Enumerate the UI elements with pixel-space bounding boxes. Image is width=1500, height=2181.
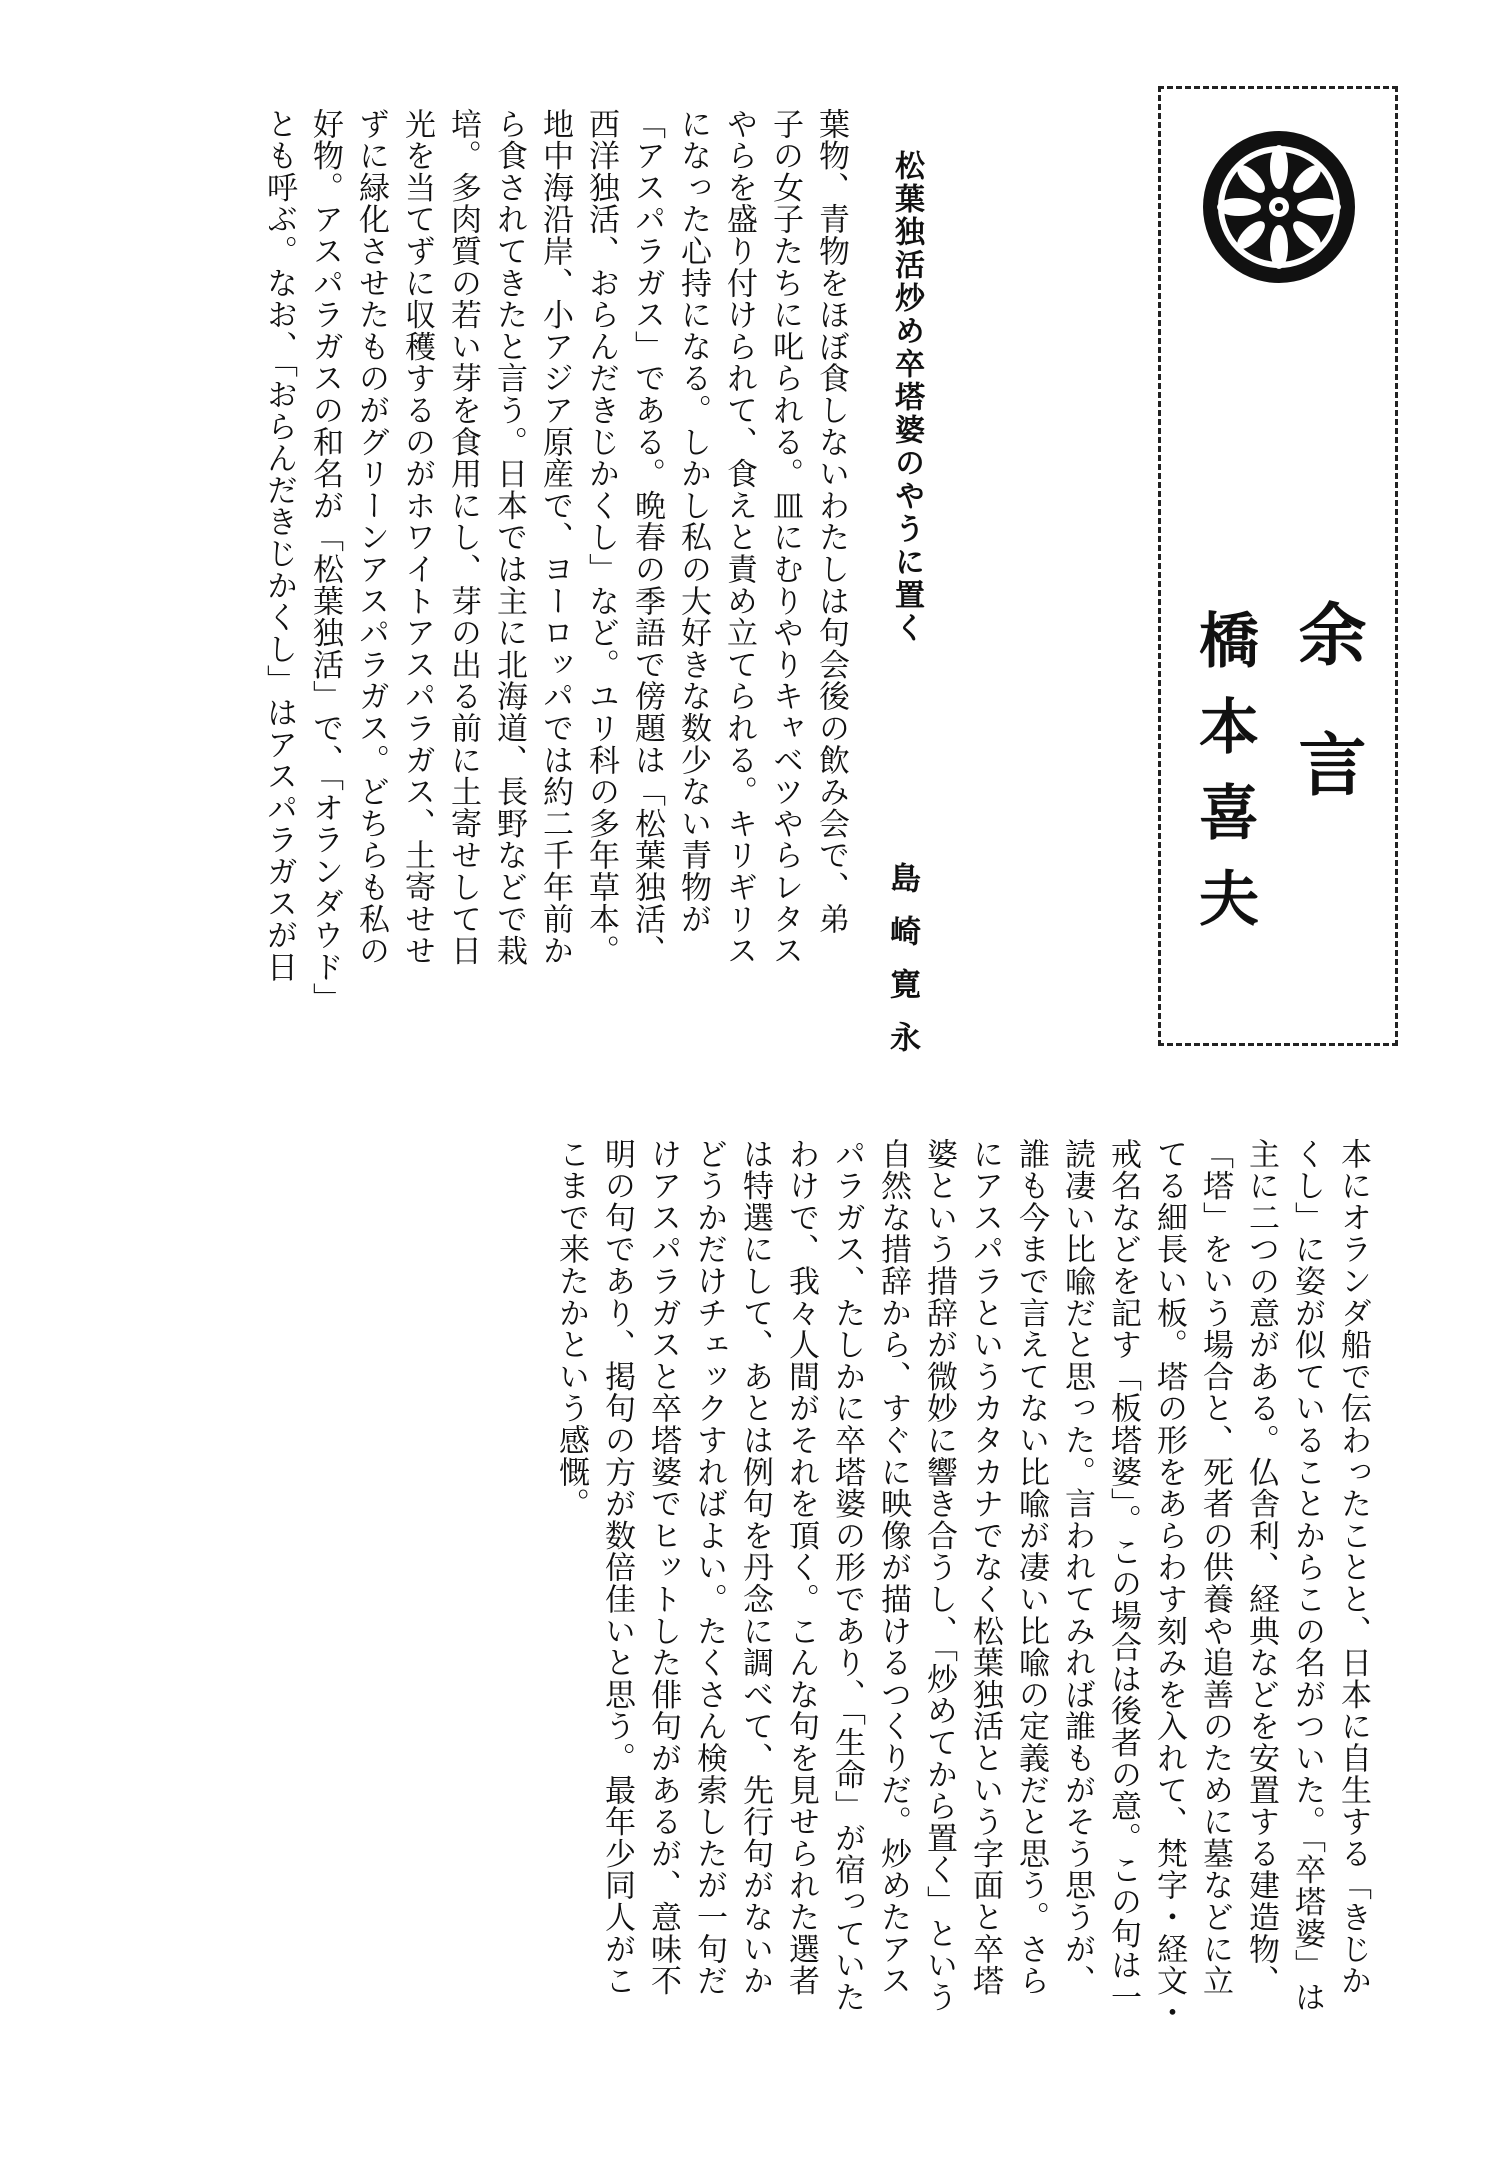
body-text-line: けアスパラガスと卒塔婆でヒットした俳句があるが、意味不: [645, 1138, 681, 1997]
column-title: 余言: [1287, 599, 1367, 859]
column-title-box: [1158, 86, 1398, 1046]
body-text-line: わけで、我々人間がそれを頂く。こんな句を見せられた選者: [783, 1138, 819, 1997]
body-text-line: 地中海沿岸、小アジア原産で、ヨーロッパでは約二千年前か: [537, 108, 573, 967]
body-text-line: こまで来たかという感慨。: [553, 1138, 589, 1520]
body-text-line: 「塔」をいう場合と、死者の供養や追善のために墓などに立: [1197, 1138, 1233, 1997]
body-text-line: 好物。アスパラガスの和名が「松葉独活」で、「オランダウド」: [307, 108, 343, 1015]
body-text-line: ずに緑化させたものがグリーンアスパラガス。どちらも私の: [353, 108, 389, 967]
body-text-line: 子の女子たちに叱られる。皿にむりやりキャベツやらレタス: [767, 108, 803, 967]
body-text-line: 自然な措辞から、すぐに映像が描けるつくりだ。炒めたアス: [875, 1138, 911, 1997]
body-text-line: ら食されてきたと言う。日本では主に北海道、長野などで栽: [491, 108, 527, 967]
featured-haiku: 松葉独活炒め卒塔婆のやうに置く: [889, 150, 924, 645]
body-text-line: 本にオランダ船で伝わったことと、日本に自生する「きじか: [1335, 1138, 1371, 1997]
body-text-line: くし」に姿が似ていることからこの名がついた。「卒塔婆」は: [1289, 1138, 1325, 2013]
body-text-line: 培。多肉質の若い芽を食用にし、芽の出る前に土寄せして日: [445, 108, 481, 967]
body-text-line: 婆という措辞が微妙に響き合うし、「炒めてから置く」という: [921, 1138, 957, 2013]
body-text-line: になった心持になる。しかし私の大好きな数少ない青物が: [675, 108, 711, 935]
body-text-line: どうかだけチェックすればよい。たくさん検索したが一句だ: [691, 1138, 727, 1997]
body-text-line: 西洋独活、おらんだきじかくし」など。ユリ科の多年草本。: [583, 108, 619, 967]
body-text-line: やらを盛り付けられて、食えと責め立てられる。キリギリス: [721, 108, 757, 967]
body-text-line: 光を当てずに収穫するのがホワイトアスパラガス、土寄せせ: [399, 108, 435, 967]
body-text-line: 誰も今まで言えてない比喩が凄い比喩の定義だと思う。さら: [1013, 1138, 1049, 1997]
body-text-line: 戒名などを記す「板塔婆」。この場合は後者の意。この句は一: [1105, 1138, 1141, 2013]
haiku-author: 島崎寛永: [884, 862, 920, 1074]
body-text-line: てる細長い板。塔の形をあらわす刻みを入れて、梵字・経文・: [1151, 1138, 1187, 2029]
body-text-line: パラガス、たしかに卒塔婆の形であり、「生命」が宿っていた: [829, 1138, 865, 2013]
column-author: 橋本喜夫: [1189, 609, 1259, 953]
family-crest-emblem: [1199, 127, 1359, 287]
body-text-line: 葉物、青物をほぼ食しないわたしは句会後の飲み会で、弟: [813, 108, 849, 935]
body-text-line: 主に二つの意がある。仏舎利、経典などを安置する建造物、: [1243, 1138, 1279, 1997]
body-text-line: 「アスパラガス」である。晩春の季語で傍題は「松葉独活、: [629, 108, 665, 967]
body-text-line: は特選にして、あとは例句を丹念に調べて、先行句がないか: [737, 1138, 773, 1997]
body-text-line: 読凄い比喩だと思った。言われてみれば誰もがそう思うが、: [1059, 1138, 1095, 1997]
body-text-line: とも呼ぶ。なお、「おらんだきじかくし」はアスパラガスが日: [261, 108, 297, 983]
body-text-line: 明の句であり、掲句の方が数倍佳いと思う。最年少同人がこ: [599, 1138, 635, 1997]
body-text-line: にアスパラというカタカナでなく松葉独活という字面と卒塔: [967, 1138, 1003, 1997]
